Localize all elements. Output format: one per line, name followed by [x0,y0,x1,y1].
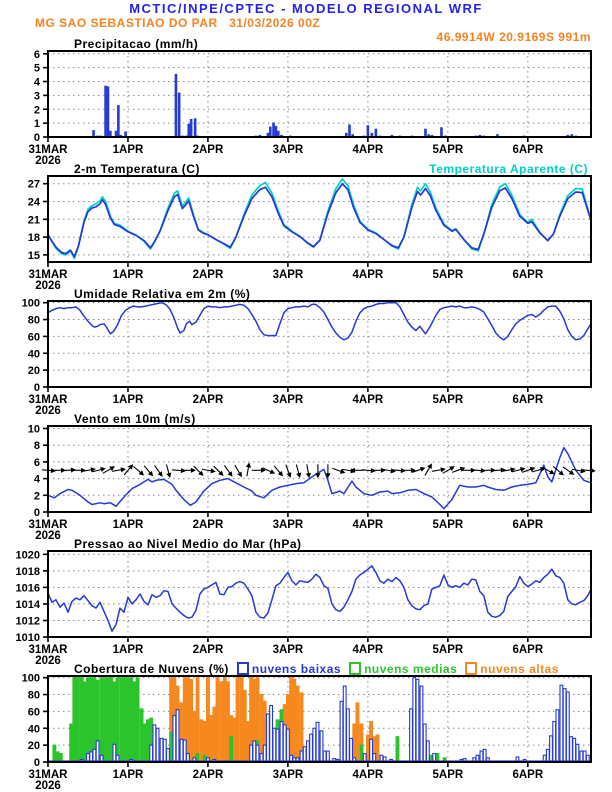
panel-title-precipitation: Precipitacao (mm/h) [74,36,199,51]
svg-text:1APR: 1APR [112,519,144,531]
legend-mid-clouds: nuvens medias [349,662,457,676]
svg-text:2026: 2026 [35,405,61,417]
svg-text:2026: 2026 [35,280,61,292]
svg-text:6APR: 6APR [512,644,544,656]
svg-text:1018: 1018 [15,565,40,578]
svg-text:27: 27 [27,178,40,191]
panel-clouds [0,662,612,790]
svg-text:1APR: 1APR [112,144,144,156]
svg-text:60: 60 [27,706,40,719]
svg-text:31MAR: 31MAR [28,269,68,281]
legend-low-clouds: nuvens baixas [237,662,341,676]
svg-text:3APR: 3APR [272,269,304,281]
svg-text:2APR: 2APR [192,769,224,781]
svg-text:31MAR: 31MAR [28,394,68,406]
svg-text:5APR: 5APR [432,519,464,531]
svg-text:5APR: 5APR [432,394,464,406]
svg-text:1APR: 1APR [112,394,144,406]
svg-text:15: 15 [27,249,40,262]
svg-text:5: 5 [33,62,40,75]
svg-text:1010: 1010 [15,632,40,644]
svg-text:1APR: 1APR [112,769,144,781]
svg-text:1016: 1016 [15,582,40,595]
svg-text:4APR: 4APR [352,394,384,406]
svg-text:3: 3 [33,90,40,103]
legend-high-clouds: nuvens altas [465,662,559,676]
chart-humidity [0,299,612,415]
apparent-temperature-legend: Temperatura Aparente (C) [429,162,588,176]
panel-precipitation [0,37,612,165]
svg-text:80: 80 [27,314,40,327]
panel-temperature [0,162,612,290]
svg-text:2026: 2026 [35,530,61,542]
chart-temperature [0,174,612,290]
svg-text:1020: 1020 [15,549,40,562]
svg-text:4APR: 4APR [352,519,384,531]
svg-text:24: 24 [27,196,40,209]
svg-text:6: 6 [33,456,40,469]
svg-text:1012: 1012 [15,615,40,628]
svg-text:6APR: 6APR [512,269,544,281]
svg-text:2: 2 [33,104,40,117]
chart-clouds [0,674,612,792]
svg-text:1: 1 [33,118,40,131]
svg-text:1APR: 1APR [112,644,144,656]
panel-title-humidity: Umidade Relativa em 2m (%) [74,286,251,301]
svg-text:1APR: 1APR [112,269,144,281]
svg-text:5APR: 5APR [432,769,464,781]
svg-text:8: 8 [33,440,40,453]
svg-text:3APR: 3APR [272,644,304,656]
panel-title-temperature: 2-m Temperatura (C) [74,161,200,176]
svg-text:3APR: 3APR [272,519,304,531]
panel-humidity [0,287,612,415]
svg-text:2APR: 2APR [192,519,224,531]
svg-text:4APR: 4APR [352,144,384,156]
svg-text:40: 40 [27,723,40,736]
svg-text:4APR: 4APR [352,644,384,656]
svg-text:3APR: 3APR [272,394,304,406]
svg-text:2026: 2026 [35,655,61,667]
svg-text:31MAR: 31MAR [28,769,68,781]
svg-text:100: 100 [21,672,40,685]
svg-text:5APR: 5APR [432,269,464,281]
chart-pressure [0,549,612,665]
chart-wind [0,424,612,540]
svg-text:3APR: 3APR [272,144,304,156]
svg-text:0: 0 [33,507,40,519]
panel-pressure [0,537,612,665]
svg-text:1014: 1014 [15,598,40,611]
svg-text:40: 40 [27,348,40,361]
svg-text:4APR: 4APR [352,269,384,281]
svg-text:5APR: 5APR [432,644,464,656]
chart-precipitation [0,49,612,165]
svg-text:3APR: 3APR [272,769,304,781]
svg-text:4: 4 [33,76,40,89]
svg-text:2APR: 2APR [192,644,224,656]
svg-text:21: 21 [27,214,40,227]
svg-text:60: 60 [27,331,40,344]
svg-text:20: 20 [27,365,40,378]
svg-text:31MAR: 31MAR [28,644,68,656]
svg-text:80: 80 [27,689,40,702]
station-date-label: MG SAO SEBASTIAO DO PAR 31/03/2026 00Z [35,16,321,30]
svg-text:2APR: 2APR [192,394,224,406]
svg-text:0: 0 [33,382,40,394]
panel-title-pressure: Pressao ao Nivel Medio do Mar (hPa) [74,536,302,551]
svg-text:4: 4 [33,473,40,486]
coordinates-label: 46.9914W 20.9169S 991m [436,30,591,44]
svg-text:100: 100 [21,297,40,310]
svg-text:2APR: 2APR [192,269,224,281]
svg-text:10: 10 [27,423,40,436]
svg-text:0: 0 [33,757,40,769]
svg-text:18: 18 [27,232,40,245]
svg-text:2026: 2026 [35,155,61,167]
svg-text:2026: 2026 [35,780,61,792]
svg-text:6: 6 [33,48,40,61]
panel-title-wind: Vento em 10m (m/s) [74,411,196,426]
svg-text:6APR: 6APR [512,519,544,531]
page-title: MCTIC/INPE/CPTEC - MODELO REGIONAL WRF [129,1,483,16]
svg-text:31MAR: 31MAR [28,519,68,531]
svg-text:2: 2 [33,490,40,503]
svg-text:6APR: 6APR [512,144,544,156]
svg-text:6APR: 6APR [512,769,544,781]
svg-text:0: 0 [33,132,40,144]
panel-title-clouds: Cobertura de Nuvens (%) [74,661,229,676]
svg-text:4APR: 4APR [352,769,384,781]
svg-text:2APR: 2APR [192,144,224,156]
svg-text:5APR: 5APR [432,144,464,156]
svg-text:31MAR: 31MAR [28,144,68,156]
svg-text:6APR: 6APR [512,394,544,406]
panel-wind [0,412,612,540]
svg-text:20: 20 [27,740,40,753]
